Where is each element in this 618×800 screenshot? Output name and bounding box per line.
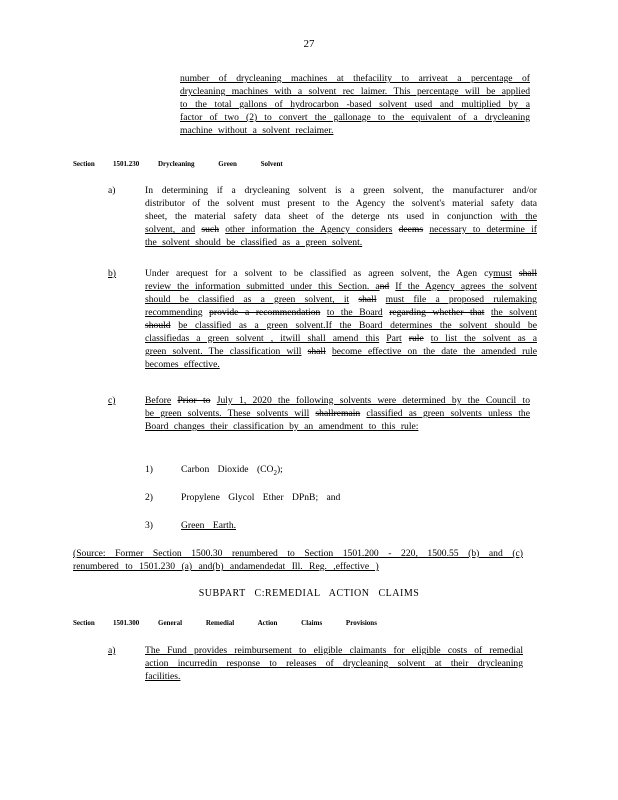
para-b-s2: nd [379,281,390,292]
list-item-1-tail: ); [276,464,283,475]
para-a-s1: such [201,224,219,235]
para-c-u3: classified as green solvents unless the Board changes their classification by an amendment to this rule: [145,408,530,432]
para-a-s2: deems [398,224,424,235]
para-300-a-label: a) [108,645,116,656]
list-item-1 [145,463,283,480]
para-c-text [145,394,530,433]
para-b-u8: to list the solvent as a green solvent. The classification will [145,333,537,357]
para-a-u1: with the solvent, and [145,211,537,235]
list-item-3-text: Green Earth. [181,520,237,531]
para-b-text [145,267,537,371]
list-item-1-num: 1) [145,464,153,475]
para-b-label: b) [108,268,116,279]
para-c-u2: July 1, 2020 the following solvents were determined by the Council to be green solvents. These solvents will [145,395,530,419]
para-b-u2: If the Agency agrees the solvent should be classified as a green solvent, it [145,281,537,305]
para-b-s8: shall [307,346,326,357]
list-item-2-num: 2) [145,492,153,503]
para-c-s3: remain [333,408,361,419]
para-b-u5: the solvent [490,307,537,318]
para-a-u2: other information the Agency considers [225,224,393,235]
intro-paragraph: number of drycleaning machines at thefacility to arriveat a percentage of drycleaning machines with a solvent rec laimer. This percentage will be applied to the total gallons of hydrocarbon -based solvent used and multiplied by a factor of two (2) to convert the gallonage to the equivalent of a drycleaning machine without a solvent reclaimer. [180,73,530,136]
source-note: (Source: Former Section 1500.30 renumbered to Section 1501.200 - 220, 1500.55 (b) and (c) renumbered to 1501.230 (a) and(b) andamendedat Ill. Reg. ,effective ) [73,548,523,572]
para-b-t1: Under arequest for a solvent to be classified as agreen solvent, the Agen cy [145,268,494,279]
section-title: General Remedial Action Claims Provisions [158,619,377,627]
para-a-u3: necessary to determine if the solvent should be classified as a green solvent. [145,224,537,248]
list-item-1-text: Carbon Dioxide (CO [181,464,274,475]
section-title: Drycleaning Green Solvent [158,160,283,168]
para-a-text [145,184,537,249]
para-b-s5: regarding whether that [389,307,485,318]
para-b-s4: provide a recommendation [209,307,321,318]
list-item-3-num: 3) [145,520,153,531]
section-label: Section [73,619,95,627]
para-a-plain: In determining if a drycleaning solvent is a green solvent, the manufacturer and/or distributor of the solvent must present to the Agency the solvent's material safety data sheet, the material safety data sheet of the deterge nts used in conjunction [145,185,537,222]
section-heading-1501-300 [73,617,377,630]
section-label: Section [73,160,95,168]
page-number: 27 [303,38,315,50]
para-b-u6: be classified as a green solvent.If the Board determines the solvent should be classifiedas a green solvent , itwill shall amend this [145,320,537,344]
para-b-s6: should [145,320,171,331]
para-b-t2: must [493,268,512,279]
para-c-u1: Before [145,395,172,406]
para-c-label: c) [108,395,116,406]
para-c-s2: shall [315,408,334,419]
para-b-u1: review the information submitted under this Section. a [145,281,380,292]
para-a-label: a) [108,185,116,196]
para-b-u4: to the Board [326,307,383,318]
section-number: 1501.230 [113,160,140,168]
list-item-2 [145,491,340,504]
para-b-u7: Part [386,333,402,344]
para-b-s1: shall [518,268,537,279]
list-item-2-text: Propylene Glycol Ether DPnB; and [181,492,341,503]
para-b-u9: become effective on the date the amended rule becomes effective. [145,346,537,370]
para-b-s3: shall [358,294,377,305]
list-item-3 [145,519,236,532]
list-item-1-sub: 2 [273,468,277,477]
section-heading-1501-230 [73,158,283,171]
para-300-a-text: The Fund provides reimbursement to eligible claimants for eligible costs of remedial action incurredin response to releases of drycleaning solvent at their drycleaning facilities. [145,645,523,682]
para-c-s1: Prior to [177,395,211,406]
subpart-heading: SUBPART C:REMEDIAL ACTION CLAIMS [198,588,420,599]
section-number: 1501.300 [113,619,140,627]
para-b-u3: must file a proposed rulemaking recommending [145,294,537,318]
para-b-s7: rule [408,333,424,344]
